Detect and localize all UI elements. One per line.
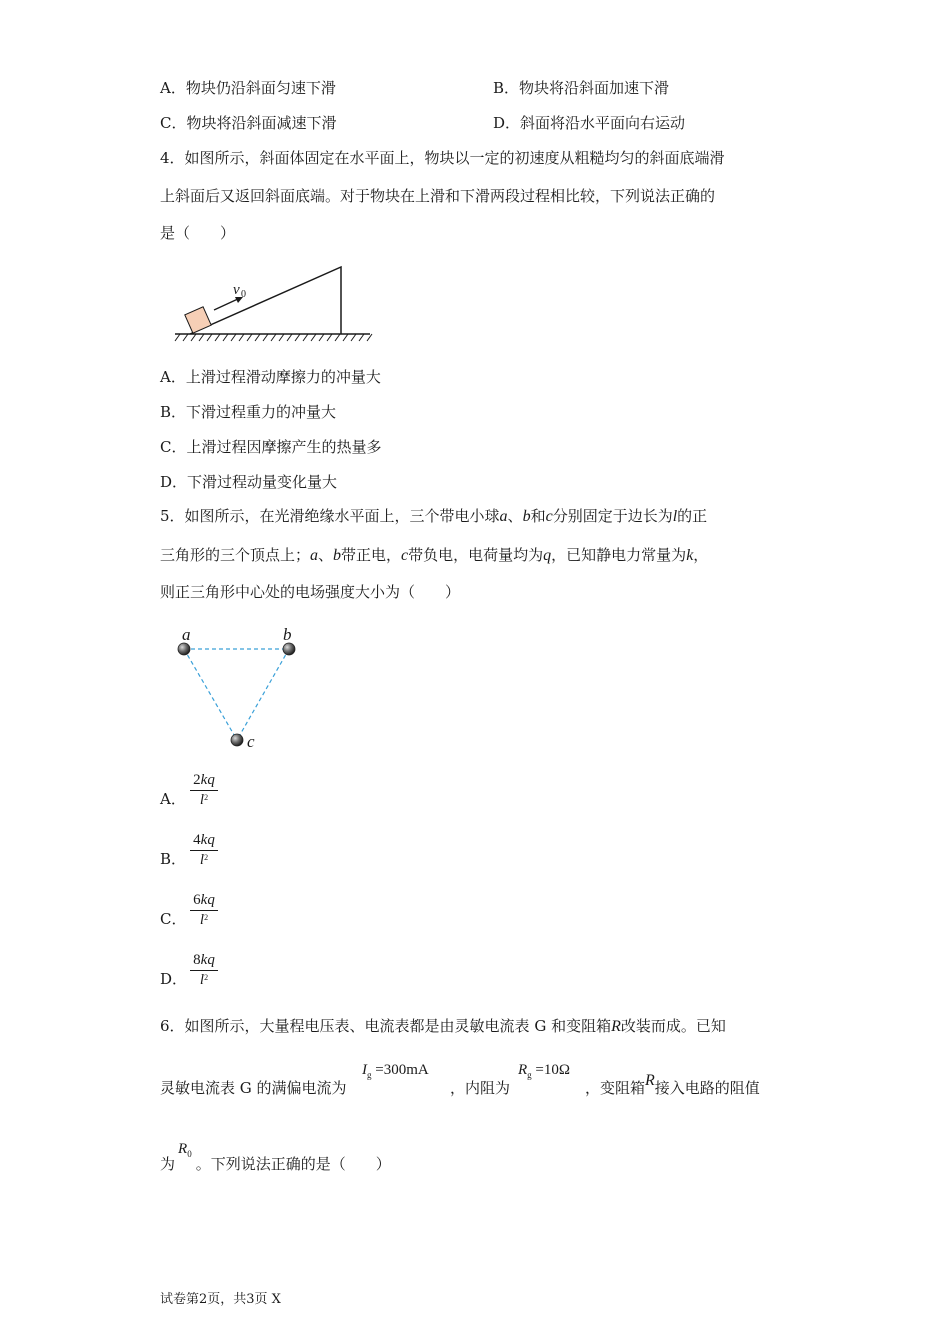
q4-stem-line1: 4．如图所示，斜面体固定在水平面上，物块以一定的初速度从粗糙均匀的斜面底端滑	[160, 149, 725, 167]
q6-stem-line2-b: ，内阻为	[450, 1079, 511, 1097]
label-c: c	[247, 732, 255, 751]
q5-option-b-fraction: $\frac{4kq}{l^2}$	[190, 832, 218, 868]
incline-figure	[170, 258, 375, 348]
rg-equation: $R_g =10\Omega$	[518, 1062, 571, 1080]
q3-option-a: A．物块仍沿斜面匀速下滑	[160, 79, 336, 97]
block	[185, 307, 211, 333]
q6-stem-line2-c: ，变阻箱R接入电路的阻值	[585, 1072, 760, 1097]
q5-option-a-fraction: $\frac{2kq}{l^2}$	[190, 772, 218, 808]
q6-stem-line3: 为$R_0$。下列说法正确的是（ ）	[160, 1141, 391, 1173]
q4-option-a: A．上滑过程滑动摩擦力的冲量大	[160, 368, 381, 386]
velocity-label-sub: 0	[241, 289, 246, 300]
q4-option-c: C．上滑过程因摩擦产生的热量多	[160, 438, 382, 456]
q5-option-d-fraction: $\frac{8kq}{l^2}$	[190, 952, 218, 988]
q5-option-c-fraction: $\frac{6kq}{l^2}$	[190, 892, 218, 928]
label-b: b	[283, 625, 292, 644]
charge-b	[283, 643, 295, 655]
q5-stem-line3: 则正三角形中心处的电场强度大小为（ ）	[160, 583, 461, 601]
q3-option-b: B．物块将沿斜面加速下滑	[493, 79, 670, 97]
charge-c	[231, 734, 243, 746]
triangle-figure	[170, 622, 305, 757]
q5-option-b-label: B．	[160, 850, 187, 868]
q6-stem-line1: 6．如图所示，大量程电压表、电流表都是由灵敏电流表 G 和变阻箱R改装而成。已知	[160, 1017, 726, 1035]
q4-stem-line2: 上斜面后又返回斜面底端。对于物块在上滑和下滑两段过程相比较，下列说法正确的	[160, 187, 716, 205]
ground-hatching	[175, 334, 372, 341]
q5-option-a-label: A．	[160, 790, 186, 808]
incline-body	[190, 267, 341, 334]
page-footer: 试卷第2页，共3页 X	[160, 1292, 281, 1307]
label-a: a	[182, 625, 191, 644]
charge-a	[178, 643, 190, 655]
q5-stem-line1: 5．如图所示，在光滑绝缘水平面上，三个带电小球a、b和c分别固定于边长为l的正	[160, 507, 708, 525]
q6-stem-line2-a: 灵敏电流表 G 的满偏电流为	[160, 1079, 347, 1097]
q3-option-c: C．物块将沿斜面减速下滑	[160, 114, 337, 132]
q5-option-d-label: D．	[160, 970, 188, 988]
q3-option-d: D．斜面将沿水平面向右运动	[493, 114, 686, 132]
q4-option-b: B．下滑过程重力的冲量大	[160, 403, 337, 421]
q4-stem-line3: 是（ ）	[160, 224, 236, 242]
velocity-arrow	[214, 298, 240, 310]
side-bc	[237, 649, 289, 740]
q5-stem-line2: 三角形的三个顶点上；a、b带正电，c带负电，电荷量均为q，已知静电力常量为k，	[160, 546, 709, 564]
ig-equation: $I_g =300mA$	[362, 1062, 429, 1080]
side-ac	[184, 649, 237, 740]
q4-option-d: D．下滑过程动量变化量大	[160, 473, 338, 491]
q5-option-c-label: C．	[160, 910, 187, 928]
velocity-label: v	[233, 282, 240, 298]
